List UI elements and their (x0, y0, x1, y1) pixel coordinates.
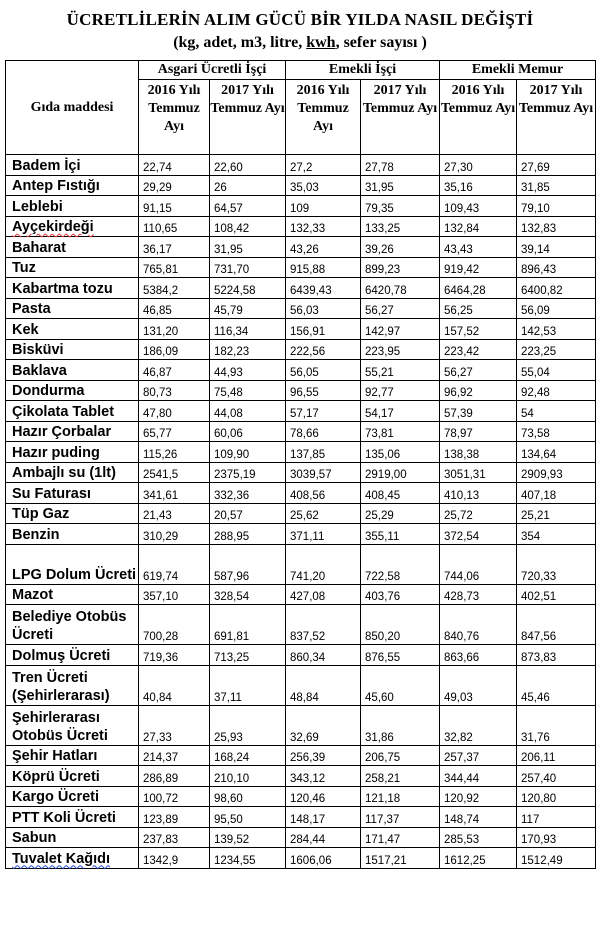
table-row (6, 380, 596, 401)
value-cell: 5224,58 (210, 278, 286, 299)
item-name-cell (6, 503, 139, 524)
value-cell: 408,45 (361, 483, 440, 504)
value-cell: 39,14 (517, 237, 596, 258)
table-row (6, 766, 596, 787)
item-name-cell (6, 848, 139, 869)
item-name-cell (6, 257, 139, 278)
value-cell: 27,78 (361, 155, 440, 176)
value-cell: 1606,06 (286, 848, 361, 869)
value-cell: 214,37 (139, 745, 210, 766)
value-cell: 95,50 (210, 807, 286, 828)
value-cell: 354 (517, 524, 596, 545)
value-cell: 21,43 (139, 503, 210, 524)
value-cell: 138,38 (440, 442, 517, 463)
value-cell: 45,46 (517, 665, 596, 705)
item-name-cell (6, 544, 139, 584)
value-cell: 137,85 (286, 442, 361, 463)
value-cell: 22,60 (210, 155, 286, 176)
table-row (6, 665, 596, 705)
subcol-header: 2016 Yılı Temmuz Ayı (139, 80, 210, 155)
value-cell: 47,80 (139, 401, 210, 422)
value-cell: 587,96 (210, 544, 286, 584)
table-body (6, 155, 596, 869)
value-cell: 210,10 (210, 766, 286, 787)
value-cell: 148,74 (440, 807, 517, 828)
value-cell: 31,85 (517, 175, 596, 196)
value-cell: 46,87 (139, 360, 210, 381)
value-cell: 54 (517, 401, 596, 422)
item-name: Leblebi (12, 198, 63, 215)
item-name: Antep Fıstığı (12, 178, 100, 194)
value-cell: 120,92 (440, 786, 517, 807)
value-cell: 109 (286, 196, 361, 217)
value-cell: 1612,25 (440, 848, 517, 869)
value-cell: 27,2 (286, 155, 361, 176)
value-cell: 257,40 (517, 766, 596, 787)
value-cell: 109,90 (210, 442, 286, 463)
item-name-cell (6, 319, 139, 340)
table-row (6, 298, 596, 319)
value-cell: 55,21 (361, 360, 440, 381)
group-header-asgari: Asgari Ücretli İşçi (139, 61, 286, 80)
value-cell: 428,73 (440, 584, 517, 605)
item-name: Tuz (12, 260, 36, 276)
value-cell: 1512,49 (517, 848, 596, 869)
value-cell: 722,58 (361, 544, 440, 584)
item-name: Şehirlerarası Otobüs Ücreti (12, 709, 108, 744)
value-cell: 43,26 (286, 237, 361, 258)
value-cell: 310,29 (139, 524, 210, 545)
value-cell: 131,20 (139, 319, 210, 340)
table-row (6, 421, 596, 442)
value-cell: 65,77 (139, 421, 210, 442)
value-cell: 37,11 (210, 665, 286, 705)
item-name: Baklava (12, 362, 67, 379)
value-cell: 48,84 (286, 665, 361, 705)
value-cell: 78,66 (286, 421, 361, 442)
value-cell: 123,89 (139, 807, 210, 828)
value-cell: 410,13 (440, 483, 517, 504)
value-cell: 115,26 (139, 442, 210, 463)
value-cell: 1517,21 (361, 848, 440, 869)
value-cell: 132,84 (440, 216, 517, 237)
value-cell: 357,10 (139, 584, 210, 605)
value-cell: 78,97 (440, 421, 517, 442)
item-name-cell (6, 766, 139, 787)
value-cell: 92,48 (517, 380, 596, 401)
value-cell: 328,54 (210, 584, 286, 605)
value-cell: 120,80 (517, 786, 596, 807)
value-cell: 915,88 (286, 257, 361, 278)
value-cell: 134,64 (517, 442, 596, 463)
group-header-emekli-isci: Emekli İşçi (286, 61, 440, 80)
item-name-cell (6, 524, 139, 545)
subcol-header: 2017 Yılı Temmuz Ayı (210, 80, 286, 155)
item-name-cell (6, 237, 139, 258)
value-cell: 284,44 (286, 827, 361, 848)
value-cell: 427,08 (286, 584, 361, 605)
item-name-cell (6, 807, 139, 828)
value-cell: 79,35 (361, 196, 440, 217)
value-cell: 6439,43 (286, 278, 361, 299)
item-name: Şehir Hatları (12, 748, 98, 764)
value-cell: 31,95 (210, 237, 286, 258)
value-cell: 142,97 (361, 319, 440, 340)
item-column-header: Gıda maddesi (6, 61, 139, 155)
value-cell: 286,89 (139, 766, 210, 787)
table-row (6, 503, 596, 524)
value-cell: 121,18 (361, 786, 440, 807)
table-row (6, 786, 596, 807)
value-cell: 619,74 (139, 544, 210, 584)
table-row (6, 605, 596, 645)
item-name-cell (6, 216, 139, 237)
value-cell: 744,06 (440, 544, 517, 584)
item-name: Tren Ücreti (Şehirlerarası) (12, 669, 110, 704)
value-cell: 222,56 (286, 339, 361, 360)
table-row (6, 175, 596, 196)
item-name: Hazır puding (12, 444, 100, 461)
value-cell: 44,93 (210, 360, 286, 381)
item-name: Tuvalet Kağıdı (12, 850, 111, 867)
item-name-cell (6, 175, 139, 196)
value-cell: 64,57 (210, 196, 286, 217)
value-cell: 100,72 (139, 786, 210, 807)
value-cell: 132,83 (517, 216, 596, 237)
value-cell: 371,11 (286, 524, 361, 545)
value-cell: 288,95 (210, 524, 286, 545)
subcol-header: 2017 Yılı Temmuz Ayı (361, 80, 440, 155)
value-cell: 258,21 (361, 766, 440, 787)
value-cell: 168,24 (210, 745, 286, 766)
table-row (6, 237, 596, 258)
item-name-cell (6, 298, 139, 319)
value-cell: 876,55 (361, 645, 440, 666)
value-cell: 847,56 (517, 605, 596, 645)
table-row (6, 483, 596, 504)
item-name: Hazır Çorbalar (12, 424, 112, 440)
value-cell: 73,81 (361, 421, 440, 442)
value-cell: 1234,55 (210, 848, 286, 869)
value-cell: 43,43 (440, 237, 517, 258)
value-cell: 46,85 (139, 298, 210, 319)
value-cell: 860,34 (286, 645, 361, 666)
value-cell: 170,93 (517, 827, 596, 848)
value-cell: 60,06 (210, 421, 286, 442)
value-cell: 148,17 (286, 807, 361, 828)
item-name: Tüp Gaz (12, 506, 70, 522)
item-name: Benzin (12, 526, 60, 543)
value-cell: 919,42 (440, 257, 517, 278)
item-name: Su Faturası (12, 485, 91, 502)
item-name-cell (6, 462, 139, 483)
value-cell: 2919,00 (361, 462, 440, 483)
table-row (6, 360, 596, 381)
subtitle-unit-kwh: kwh (306, 34, 336, 51)
item-name-cell (6, 827, 139, 848)
value-cell: 55,04 (517, 360, 596, 381)
subcol-header: 2017 Yılı Temmuz Ayı (517, 80, 596, 155)
value-cell: 2541,5 (139, 462, 210, 483)
item-name-cell (6, 442, 139, 463)
value-cell: 156,91 (286, 319, 361, 340)
table-row (6, 401, 596, 422)
item-name: Çikolata Tablet (12, 403, 115, 420)
value-cell: 49,03 (440, 665, 517, 705)
page-title: ÜCRETLİLERİN ALIM GÜCÜ BİR YILDA NASIL DEĞİŞTİ (66, 10, 534, 29)
value-cell: 96,55 (286, 380, 361, 401)
value-cell: 120,46 (286, 786, 361, 807)
item-name-cell (6, 605, 139, 645)
item-name: Pasta (12, 301, 51, 317)
item-name-cell (6, 155, 139, 176)
group-header-emekli-memur: Emekli Memur (440, 61, 596, 80)
item-name: Dondurma (12, 383, 85, 399)
value-cell: 182,23 (210, 339, 286, 360)
value-cell: 850,20 (361, 605, 440, 645)
item-name: Ayçekirdeği (12, 219, 94, 235)
value-cell: 186,09 (139, 339, 210, 360)
value-cell: 896,43 (517, 257, 596, 278)
value-cell: 403,76 (361, 584, 440, 605)
value-cell: 344,44 (440, 766, 517, 787)
value-cell: 765,81 (139, 257, 210, 278)
value-cell: 25,72 (440, 503, 517, 524)
item-name: Kargo Ücreti (12, 789, 100, 805)
value-cell: 35,03 (286, 175, 361, 196)
item-name: Ambajlı su (1lt) (12, 465, 116, 481)
subcol-header: 2016 Yılı Temmuz Ayı (286, 80, 361, 155)
value-cell: 206,75 (361, 745, 440, 766)
value-cell: 741,20 (286, 544, 361, 584)
value-cell: 27,69 (517, 155, 596, 176)
table-row (6, 807, 596, 828)
table-row (6, 462, 596, 483)
value-cell: 139,52 (210, 827, 286, 848)
value-cell: 6464,28 (440, 278, 517, 299)
value-cell: 2909,93 (517, 462, 596, 483)
subtitle-pre: (kg, adet, m3, litre, (173, 34, 307, 51)
item-name: PTT Koli Ücreti (12, 809, 116, 826)
value-cell: 54,17 (361, 401, 440, 422)
value-cell: 27,30 (440, 155, 517, 176)
value-cell: 92,77 (361, 380, 440, 401)
item-name: Mazot (12, 587, 54, 603)
item-name-cell (6, 380, 139, 401)
table-row (6, 848, 596, 869)
value-cell: 108,42 (210, 216, 286, 237)
item-name: Sabun (12, 830, 57, 846)
table-row (6, 257, 596, 278)
item-name: Belediye Otobüs Ücreti (12, 609, 127, 643)
table-row (6, 584, 596, 605)
value-cell: 407,18 (517, 483, 596, 504)
value-cell: 27,33 (139, 705, 210, 745)
value-cell: 171,47 (361, 827, 440, 848)
value-cell: 98,60 (210, 786, 286, 807)
value-cell: 25,21 (517, 503, 596, 524)
page-subtitle (0, 34, 600, 52)
item-name-cell (6, 483, 139, 504)
value-cell: 837,52 (286, 605, 361, 645)
value-cell: 39,26 (361, 237, 440, 258)
table-row (6, 278, 596, 299)
value-cell: 32,69 (286, 705, 361, 745)
value-cell: 372,54 (440, 524, 517, 545)
value-cell: 109,43 (440, 196, 517, 217)
item-name-cell (6, 278, 139, 299)
table-row (6, 745, 596, 766)
value-cell: 26 (210, 175, 286, 196)
table-row (6, 319, 596, 340)
value-cell: 45,60 (361, 665, 440, 705)
value-cell: 3051,31 (440, 462, 517, 483)
item-name-cell (6, 745, 139, 766)
item-name-cell (6, 786, 139, 807)
value-cell: 402,51 (517, 584, 596, 605)
value-cell: 57,17 (286, 401, 361, 422)
value-cell: 873,83 (517, 645, 596, 666)
value-cell: 56,05 (286, 360, 361, 381)
value-cell: 720,33 (517, 544, 596, 584)
value-cell: 223,25 (517, 339, 596, 360)
value-cell: 142,53 (517, 319, 596, 340)
item-name-cell (6, 401, 139, 422)
value-cell: 31,86 (361, 705, 440, 745)
value-cell: 713,25 (210, 645, 286, 666)
value-cell: 719,36 (139, 645, 210, 666)
value-cell: 110,65 (139, 216, 210, 237)
item-name-cell (6, 584, 139, 605)
value-cell: 75,48 (210, 380, 286, 401)
value-cell: 256,39 (286, 745, 361, 766)
value-cell: 341,61 (139, 483, 210, 504)
value-cell: 25,29 (361, 503, 440, 524)
value-cell: 5384,2 (139, 278, 210, 299)
value-cell: 117 (517, 807, 596, 828)
table-row (6, 339, 596, 360)
value-cell: 863,66 (440, 645, 517, 666)
value-cell: 691,81 (210, 605, 286, 645)
value-cell: 44,08 (210, 401, 286, 422)
value-cell: 132,33 (286, 216, 361, 237)
table-row (6, 705, 596, 745)
value-cell: 57,39 (440, 401, 517, 422)
subtitle-post: , sefer sayısı ) (335, 34, 427, 51)
value-cell: 6400,82 (517, 278, 596, 299)
value-cell: 840,76 (440, 605, 517, 645)
value-cell: 133,25 (361, 216, 440, 237)
item-name-cell (6, 196, 139, 217)
value-cell: 20,57 (210, 503, 286, 524)
value-cell: 117,37 (361, 807, 440, 828)
value-cell: 56,27 (361, 298, 440, 319)
value-cell: 116,34 (210, 319, 286, 340)
value-cell: 135,06 (361, 442, 440, 463)
value-cell: 31,95 (361, 175, 440, 196)
item-name: Bisküvi (12, 342, 64, 358)
item-name-cell (6, 665, 139, 705)
value-cell: 25,93 (210, 705, 286, 745)
table-row (6, 544, 596, 584)
value-cell: 355,11 (361, 524, 440, 545)
value-cell: 56,03 (286, 298, 361, 319)
value-cell: 40,84 (139, 665, 210, 705)
value-cell: 56,09 (517, 298, 596, 319)
table-row (6, 196, 596, 217)
value-cell: 32,82 (440, 705, 517, 745)
value-cell: 157,52 (440, 319, 517, 340)
item-name-cell (6, 339, 139, 360)
subcol-header: 2016 Yılı Temmuz Ayı (440, 80, 517, 155)
item-name: Baharat (12, 239, 66, 256)
item-name: Kabartma tozu (12, 280, 113, 297)
value-cell: 29,29 (139, 175, 210, 196)
value-cell: 80,73 (139, 380, 210, 401)
item-name-cell (6, 360, 139, 381)
value-cell: 35,16 (440, 175, 517, 196)
purchasing-power-table (5, 60, 596, 869)
header-group-row (6, 61, 596, 80)
value-cell: 700,28 (139, 605, 210, 645)
value-cell: 343,12 (286, 766, 361, 787)
value-cell: 3039,57 (286, 462, 361, 483)
value-cell: 73,58 (517, 421, 596, 442)
item-name: LPG Dolum Ücreti (12, 566, 137, 583)
value-cell: 79,10 (517, 196, 596, 217)
value-cell: 237,83 (139, 827, 210, 848)
value-cell: 31,76 (517, 705, 596, 745)
value-cell: 1342,9 (139, 848, 210, 869)
value-cell: 22,74 (139, 155, 210, 176)
table-row (6, 155, 596, 176)
value-cell: 56,27 (440, 360, 517, 381)
value-cell: 408,56 (286, 483, 361, 504)
table-row (6, 216, 596, 237)
value-cell: 285,53 (440, 827, 517, 848)
table-row (6, 524, 596, 545)
item-name: Dolmuş Ücreti (12, 647, 111, 664)
value-cell: 56,25 (440, 298, 517, 319)
value-cell: 257,37 (440, 745, 517, 766)
value-cell: 96,92 (440, 380, 517, 401)
table-row (6, 827, 596, 848)
table-row (6, 442, 596, 463)
value-cell: 223,42 (440, 339, 517, 360)
value-cell: 899,23 (361, 257, 440, 278)
item-name: Kek (12, 321, 39, 338)
item-name-cell (6, 705, 139, 745)
value-cell: 6420,78 (361, 278, 440, 299)
value-cell: 91,15 (139, 196, 210, 217)
item-name-cell (6, 645, 139, 666)
value-cell: 332,36 (210, 483, 286, 504)
item-name: Badem İçi (12, 157, 81, 174)
value-cell: 223,95 (361, 339, 440, 360)
value-cell: 36,17 (139, 237, 210, 258)
table-row (6, 645, 596, 666)
item-name-cell (6, 421, 139, 442)
value-cell: 45,79 (210, 298, 286, 319)
item-name: Köprü Ücreti (12, 768, 100, 785)
value-cell: 2375,19 (210, 462, 286, 483)
value-cell: 25,62 (286, 503, 361, 524)
value-cell: 206,11 (517, 745, 596, 766)
value-cell: 731,70 (210, 257, 286, 278)
